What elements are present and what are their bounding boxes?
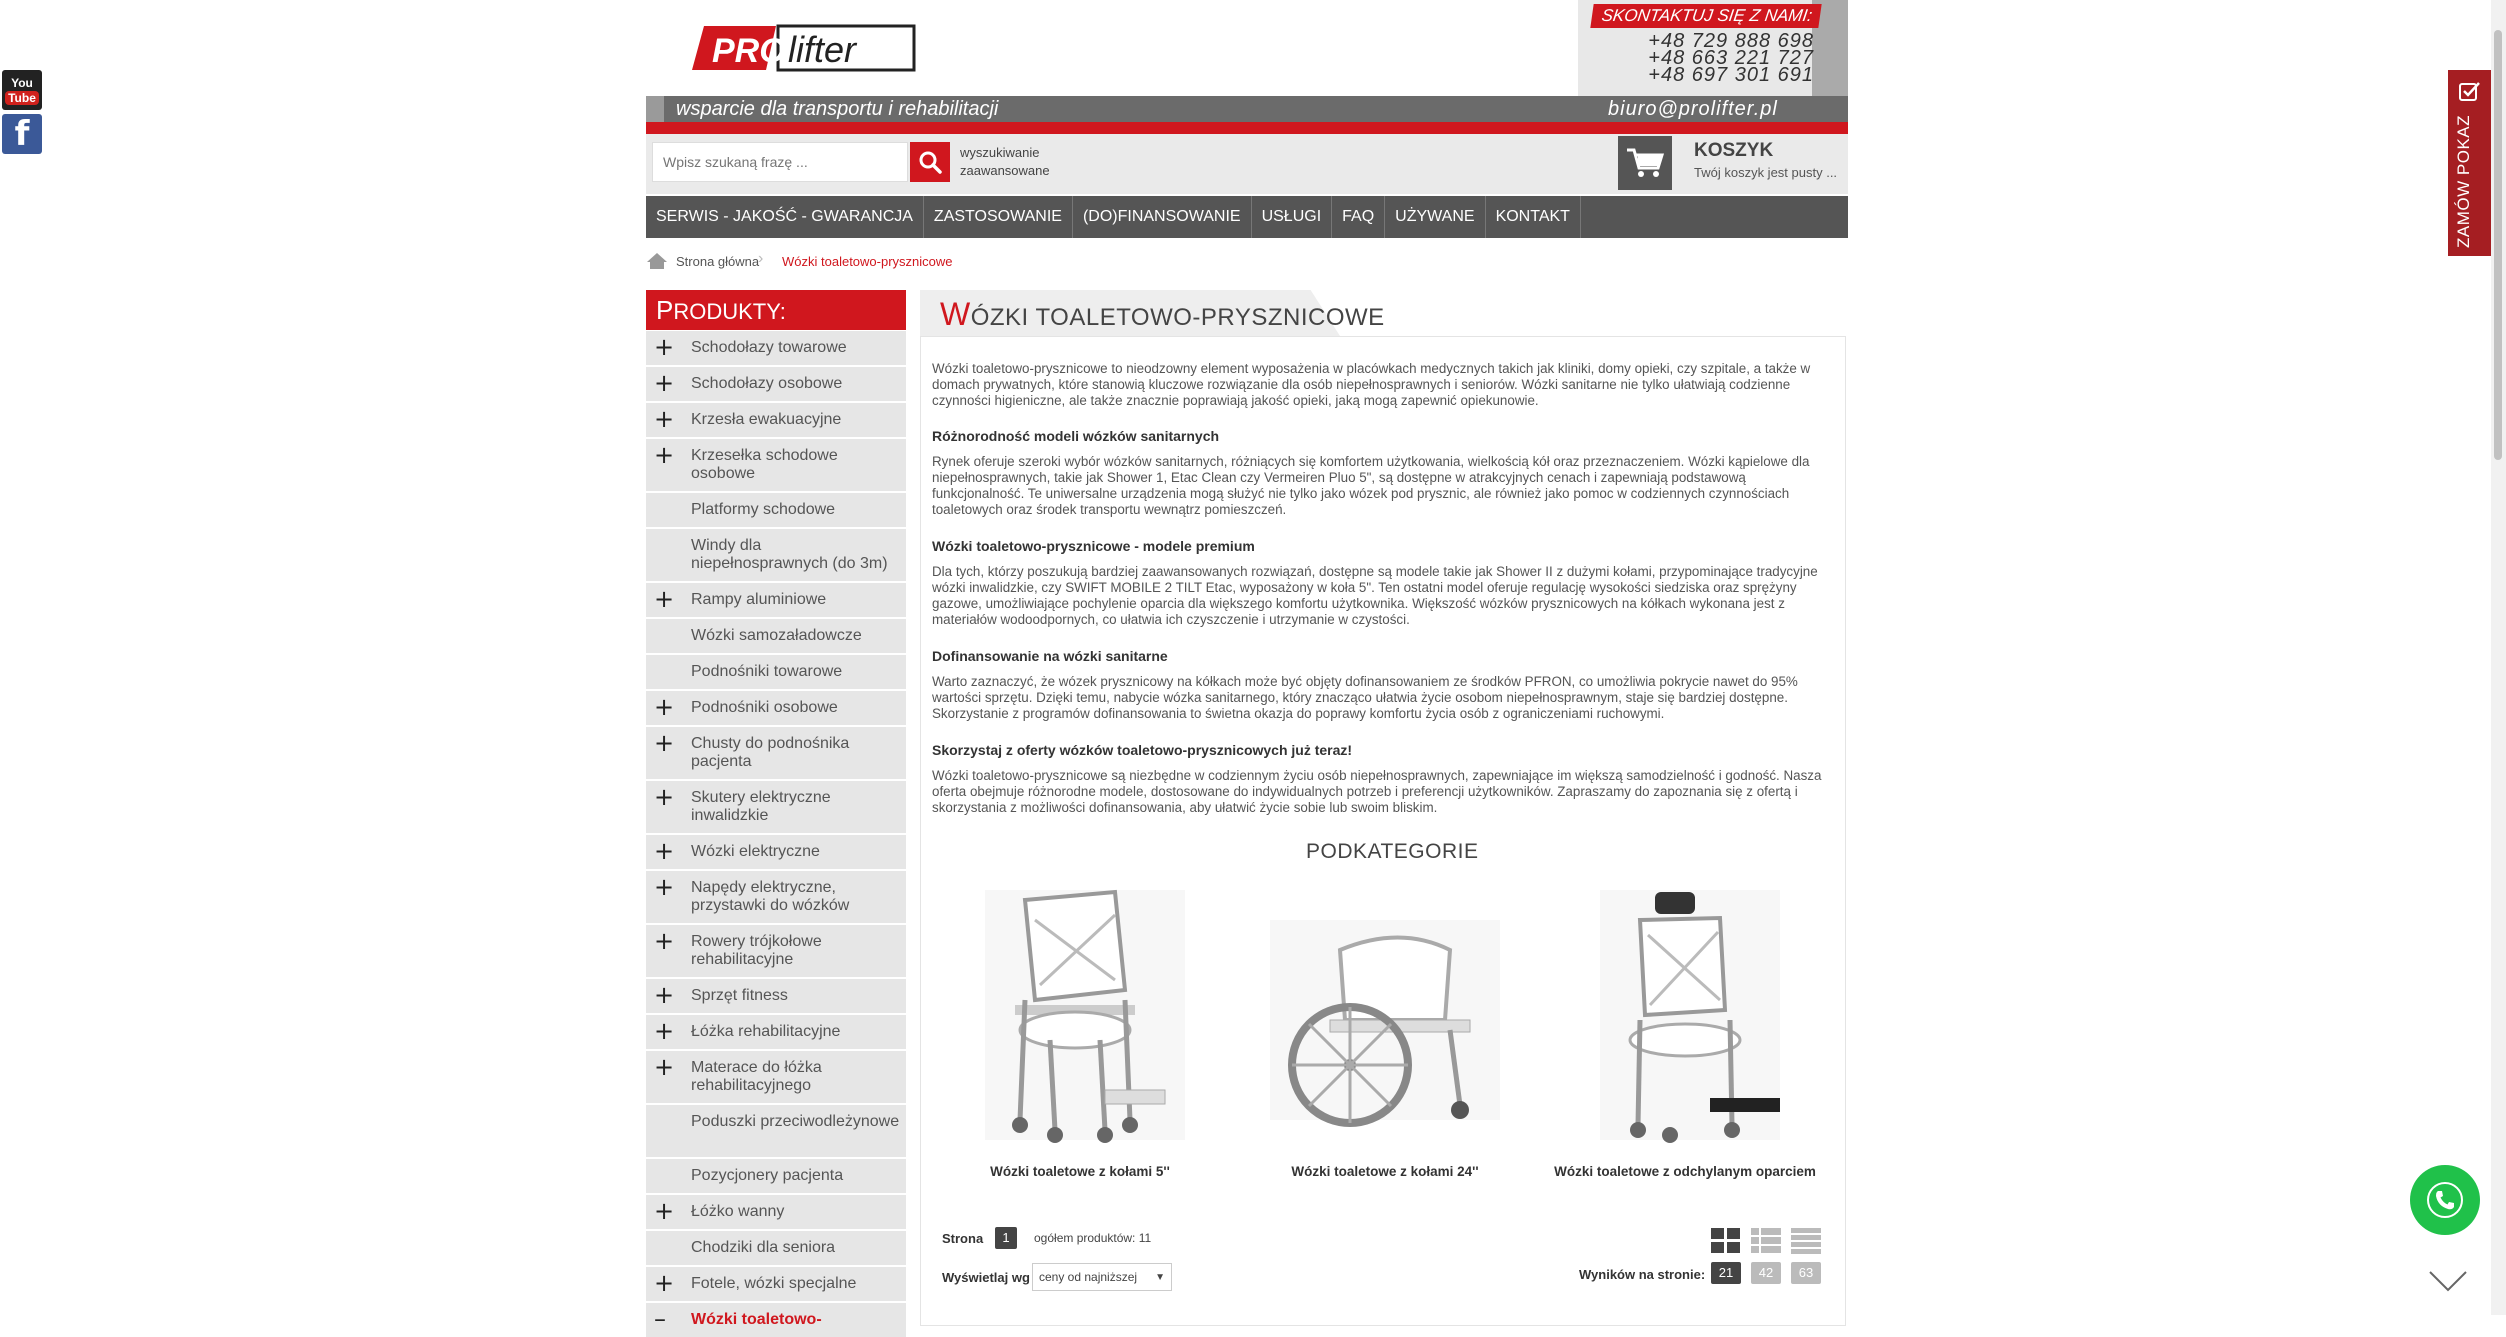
expand-plus-icon[interactable]: + — [654, 927, 675, 955]
email-link[interactable]: biuro@prolifter.pl — [1608, 98, 1778, 120]
checkbox-icon — [2458, 80, 2482, 104]
sidebar-item[interactable] — [646, 691, 906, 725]
sidebar-item[interactable] — [646, 979, 906, 1013]
sidebar-item-label: Pozycjonery pacjenta — [691, 1167, 844, 1184]
subcategories-heading: PODKATEGORIE — [1306, 840, 1479, 863]
sidebar-item[interactable] — [646, 781, 906, 833]
order-demo-label: ZAMÓW POKAZ — [2454, 115, 2473, 248]
sort-label: Wyświetlaj wg — [942, 1270, 1030, 1285]
page-title — [940, 296, 1385, 333]
expand-plus-icon[interactable]: + — [654, 1269, 675, 1297]
sidebar-item-label: Windy dla niepełnosprawnych (do 3m) — [691, 537, 888, 572]
section-heading-3: Dofinansowanie na wózki sanitarne — [932, 648, 1168, 664]
scrollbar-thumb[interactable] — [2494, 30, 2502, 460]
section-heading-4: Skorzystaj z oferty wózków toaletowo-prysznicowych już teraz! — [932, 742, 1353, 758]
cart-button[interactable] — [1618, 136, 1672, 190]
expand-plus-icon[interactable]: + — [654, 1053, 675, 1081]
sidebar-item-label: Materace do łóżka rehabilitacyjnego — [691, 1059, 822, 1094]
sidebar-item[interactable] — [646, 925, 906, 977]
chevron-down-icon: ▼ — [1155, 1271, 1165, 1283]
sidebar-item-label: Schodołazy towarowe — [691, 339, 847, 356]
sidebar-item-label: Rampy aluminiowe — [691, 591, 827, 608]
expand-plus-icon[interactable]: + — [654, 873, 675, 901]
compact-list-view-icon[interactable] — [1791, 1228, 1821, 1254]
sidebar-item[interactable] — [646, 331, 906, 365]
sidebar-heading-initial: P — [656, 295, 674, 325]
tagline-bar-accent — [646, 96, 664, 122]
expand-plus-icon[interactable]: + — [654, 405, 675, 433]
section-heading-1: Różnorodność modeli wózków sanitarnych — [932, 428, 1220, 444]
sidebar-item[interactable] — [646, 493, 906, 527]
nav-item-uslugi[interactable]: USŁUGI — [1252, 196, 1333, 238]
advanced-search-link[interactable] — [960, 144, 1050, 180]
expand-plus-icon[interactable]: + — [654, 1197, 675, 1225]
page-title-rest: ÓZKI TOALETOWO-PRYSZNICOWE — [970, 304, 1385, 331]
section-paragraph-1: Rynek oferuje szeroki wybór wózków sanitarnych, różniących się komfortem użytkowania, wielkością kół oraz przeznaczeniem. Wózki kąpielowe dla niepełnosprawnych, takie jak Shower 1, Etac Clean czy Vermeiren Pluo 5", są dostępne w atrakcyjnych cenach i zapewniają podstawową funkcjonalność. Te uniwersalne urządzenia mogą służyć nie tylko jako wózek pod prysznic, ale również jako pomoc w codziennych czynnościach toaletowych oraz środek transportu wewnątrz pomieszczeń. — [932, 454, 1810, 517]
nav-item-zastosowanie[interactable]: ZASTOSOWANIE — [924, 196, 1073, 238]
section-paragraph-3: Warto zaznaczyć, że wózek prysznicowy na kółkach może być objęty dofinansowaniem ze środków PFRON, co umożliwia pokrycie nawet do 95% wartości sprzętu. Dzięki temu, nabycie wózka sanitarnego, który znacząco ułatwia życie osobom niepełnosprawnym, staje się bardziej dostępne. Skorzystanie z programów dofinansowania to świetna okazja do poprawy komfortu życia osób z ograniczeniami ruchowymi. — [932, 674, 1798, 721]
sidebar-item-label: Wózki elektryczne — [691, 843, 820, 860]
products-total: ogółem produktów: 11 — [1034, 1231, 1152, 1245]
cart-status: Twój koszyk jest pusty ... — [1694, 165, 1838, 180]
page-number-button[interactable]: 1 — [995, 1227, 1017, 1249]
sidebar-item-label: Łóżko wanny — [691, 1203, 785, 1220]
sidebar-item-label: Platformy schodowe — [691, 501, 836, 518]
sidebar-item[interactable] — [646, 727, 906, 779]
nav-item-uzywane[interactable]: UŻYWANE — [1385, 196, 1485, 238]
order-demo-tab[interactable] — [2448, 70, 2492, 256]
sidebar-item-label: Rowery trójkołowe rehabilitacyjne — [691, 933, 822, 968]
sidebar-item[interactable] — [646, 1303, 906, 1337]
sidebar-item[interactable] — [646, 529, 906, 581]
sidebar-item[interactable] — [646, 871, 906, 923]
phone-number-1[interactable]: +48 729 888 698 — [1648, 30, 1814, 52]
sidebar-item[interactable] — [646, 1159, 906, 1193]
expand-plus-icon[interactable]: + — [654, 333, 675, 361]
sidebar-item-label: Łóżka rehabilitacyjne — [691, 1023, 841, 1040]
per-page-42-button[interactable]: 42 — [1751, 1262, 1781, 1284]
list-view-icon[interactable] — [1751, 1228, 1781, 1254]
breadcrumb-current: Wózki toaletowo-prysznicowe — [782, 254, 953, 269]
sidebar-heading — [646, 290, 906, 330]
subcategory-image-3[interactable] — [1560, 880, 1810, 1150]
section-paragraph-4: Wózki toaletowo-prysznicowe są niezbędne w codziennym życiu osób niepełnosprawnych, zapewniające im większą samodzielność i godność. Nasza oferta obejmuje różnorodne modele, dostosowane do indywidualnych potrzeb i preferencji użytkowników. Zapraszamy do zapoznania się z ofertą i skorzystania z możliwości dofinansowania, aby ułatwić życie sobie lub swoim bliskim. — [932, 768, 1822, 815]
subcategory-link-2[interactable]: Wózki toaletowe z kołami 24'' — [1291, 1164, 1479, 1179]
per-page-21-button[interactable]: 21 — [1711, 1262, 1741, 1284]
sidebar-item[interactable] — [646, 1231, 906, 1265]
expand-plus-icon[interactable]: + — [654, 981, 675, 1009]
expand-plus-icon[interactable]: + — [654, 783, 675, 811]
sidebar-item[interactable] — [646, 1195, 906, 1229]
svg-text:PRO: PRO — [712, 32, 786, 70]
nav-item-dofinansowanie[interactable]: (DO)FINANSOWANIE — [1073, 196, 1252, 238]
call-button[interactable] — [2410, 1165, 2480, 1235]
youtube-icon-text-top: You — [11, 75, 33, 90]
sidebar-item[interactable] — [646, 1015, 906, 1049]
expand-plus-icon[interactable]: + — [654, 441, 675, 469]
expand-plus-icon[interactable]: + — [654, 693, 675, 721]
expand-plus-icon[interactable]: + — [654, 369, 675, 397]
breadcrumb-separator-icon: › — [758, 250, 764, 267]
search-input[interactable] — [652, 142, 908, 182]
advanced-search-line2: zaawansowane — [960, 163, 1050, 178]
search-button[interactable] — [910, 142, 950, 182]
home-icon[interactable] — [646, 252, 668, 275]
sidebar-item-label: Chusty do podnośnika pacjenta — [691, 735, 850, 770]
sidebar-item[interactable] — [646, 1105, 906, 1157]
expand-plus-icon[interactable]: + — [654, 1017, 675, 1045]
sidebar-item-label: Fotele, wózki specjalne — [691, 1275, 857, 1292]
sidebar-item-label: Schodołazy osobowe — [691, 375, 843, 392]
sidebar-item[interactable] — [646, 1267, 906, 1301]
cart-title[interactable]: KOSZYK — [1694, 140, 1774, 161]
sidebar-item[interactable] — [646, 835, 906, 869]
sidebar-item[interactable] — [646, 403, 906, 437]
section-paragraph-2: Dla tych, którzy poszukują bardziej zaawansowanych rozwiązań, dostępne są modele takie jak Shower II z dużymi kołami, przypominające tradycyjne wózki inwalidzkie, czy SWIFT MOBILE 2 TILT Etac, wyposażony w koła 5". Ten ostatni model oferuje regulację wysokości siedziska oraz sprężyny gazowe, umożliwiające pochylenie oparcia dla większego komfortu użytkownika. Większość wózków prysznicowych na kółkach wykonana jest z materiałów wodoodpornych, co ułatwia ich czyszczenie i utrzymanie w czystości. — [932, 564, 1818, 627]
results-per-page-label: Wyników na stronie: — [1579, 1267, 1706, 1282]
phone-number-3[interactable]: +48 697 301 691 — [1648, 64, 1814, 86]
grid-view-icon[interactable] — [1711, 1228, 1741, 1254]
sidebar-item[interactable] — [646, 655, 906, 689]
page-title-initial: W — [940, 296, 971, 332]
sidebar-heading-rest: RODUKTY: — [673, 299, 786, 324]
subcategory-image-2[interactable] — [1260, 880, 1510, 1150]
sidebar-item-label: Sprzęt fitness — [691, 987, 788, 1004]
youtube-icon[interactable] — [2, 70, 42, 110]
sidebar-item-label: Skutery elektryczne inwalidzkie — [691, 789, 831, 824]
expand-plus-icon[interactable]: + — [654, 729, 675, 757]
sidebar-item[interactable] — [646, 1051, 906, 1103]
sidebar-item-label: Napędy elektryczne, przystawki do wózków — [691, 879, 850, 914]
subcategory-link-1[interactable]: Wózki toaletowe z kołami 5'' — [990, 1164, 1170, 1179]
sort-select[interactable] — [1032, 1263, 1172, 1291]
nav-item-serwis[interactable]: SERWIS - JAKOŚĆ - GWARANCJA — [646, 196, 924, 238]
tagline: wsparcie dla transportu i rehabilitacji — [676, 98, 999, 120]
expand-plus-icon[interactable]: + — [654, 585, 675, 613]
scroll-down-chevron-icon[interactable] — [2428, 1268, 2468, 1294]
facebook-icon-glyph: f — [14, 114, 30, 154]
logo[interactable] — [692, 24, 916, 72]
cart-icon — [1625, 146, 1665, 180]
nav-item-faq[interactable]: FAQ — [1332, 196, 1385, 238]
sidebar-item-label: Podnośniki towarowe — [691, 663, 843, 680]
sidebar-item-label: Chodziki dla seniora — [691, 1239, 836, 1256]
phone-icon — [2425, 1180, 2465, 1220]
sidebar-item-label: Krzesełka schodowe osobowe — [691, 447, 838, 482]
header-red-line — [646, 122, 1848, 134]
sidebar-item-label: Wózki toaletowo- — [691, 1311, 822, 1328]
subcategory-image-1[interactable] — [955, 880, 1205, 1150]
sidebar-item[interactable] — [646, 583, 906, 617]
advanced-search-line1: wyszukiwanie — [960, 145, 1040, 160]
per-page-63-button[interactable]: 63 — [1791, 1262, 1821, 1284]
svg-text:lifter: lifter — [788, 29, 857, 70]
expand-plus-icon[interactable]: + — [654, 837, 675, 865]
phone-number-2[interactable]: +48 663 221 727 — [1648, 47, 1814, 69]
search-icon — [918, 150, 942, 174]
nav-item-kontakt[interactable]: KONTAKT — [1486, 196, 1581, 238]
facebook-icon[interactable] — [2, 114, 42, 154]
section-heading-2: Wózki toaletowo-prysznicowe - modele premium — [932, 538, 1255, 554]
sidebar-item-label: Podnośniki osobowe — [691, 699, 838, 716]
main-nav — [646, 196, 1848, 238]
collapse-minus-icon[interactable]: – — [654, 1305, 666, 1333]
youtube-icon-text-bottom: Tube — [5, 91, 39, 105]
sort-select-value: ceny od najniższej — [1039, 1270, 1138, 1284]
sidebar-item-label: Krzesła ewakuacyjne — [691, 411, 842, 428]
sidebar-item-label: Wózki samozaładowcze — [691, 627, 862, 644]
page-label: Strona — [942, 1231, 984, 1246]
breadcrumb-home[interactable]: Strona główna — [676, 254, 760, 269]
sidebar-item[interactable] — [646, 619, 906, 653]
contact-label: SKONTAKTUJ SIĘ Z NAMI: — [1590, 4, 1821, 28]
subcategory-link-3[interactable]: Wózki toaletowe z odchylanym oparciem — [1554, 1164, 1816, 1179]
intro-paragraph: Wózki toaletowo-prysznicowe to nieodzowny element wyposażenia w placówkach medycznych takich jak kliniki, domy opieki, czy szpitale, a także w domach prywatnych, które stanowią kluczowe rozwiązanie dla osób niepełnosprawnych i seniorów. Wózki sanitarne nie tylko ułatwiają codzienne czynności higieniczne, ale także znacznie poprawiają jakość opieki, jaką mogą zapewnić opiekunowie. — [932, 361, 1811, 408]
sidebar-item[interactable] — [646, 367, 906, 401]
sidebar-item[interactable] — [646, 439, 906, 491]
sidebar-item-label: Poduszki przeciwodleżynowe — [691, 1113, 900, 1130]
